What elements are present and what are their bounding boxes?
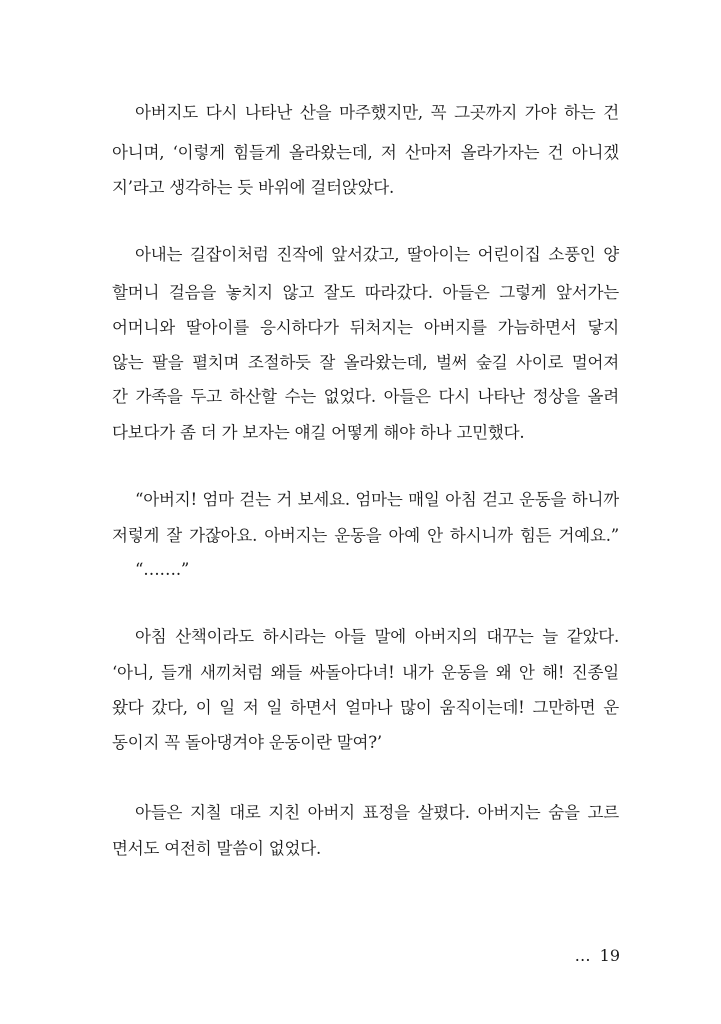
paragraph-2-line-2: 할머니 걸음을 놓치지 않고 잘도 따라갔다. 아들은 그렇게 앞서가는 bbox=[112, 283, 619, 302]
paragraph-3-line-2: 저렇게 잘 가잖아요. 아버지는 운동을 아예 안 하시니까 힘든 거예요.” bbox=[112, 526, 619, 545]
paragraph-4-line-3: 왔다 갔다, 이 일 저 일 하면서 얼마나 많이 움직이는데! 그만하면 운 bbox=[112, 698, 619, 717]
paragraph-5-line-1: 아들은 지칠 대로 지친 아버지 표정을 살폈다. 아버지는 숨을 고르 bbox=[135, 803, 619, 822]
paragraph-5-line-2: 면서도 여전히 말씀이 없었다. bbox=[112, 839, 322, 858]
paragraph-2-line-1: 아내는 길잡이처럼 진작에 앞서갔고, 딸아이는 어린이집 소풍인 양 bbox=[135, 245, 619, 264]
page-number: 19 bbox=[599, 946, 620, 965]
paragraph-2-line-3: 어머니와 딸아이를 응시하다가 뒤처지는 아버지를 가늠하면서 닿지 bbox=[112, 318, 619, 337]
paragraph-3-line-1: “아버지! 엄마 걷는 거 보세요. 엄마는 매일 아침 걷고 운동을 하니까 bbox=[135, 490, 619, 509]
paragraph-4-line-4: 동이지 꼭 돌아댕겨야 운동이란 말여?’ bbox=[112, 733, 382, 752]
paragraph-1-line-1: 아버지도 다시 나타난 산을 마주했지만, 꼭 그곳까지 가야 하는 건 bbox=[135, 103, 619, 122]
paragraph-1-line-2: 아니며, ‘이렇게 힘들게 올라왔는데, 저 산마저 올라가자는 건 아니겠 bbox=[112, 143, 619, 162]
paragraph-3-line-3: “…….” bbox=[135, 560, 190, 579]
paragraph-4-line-2: ‘아니, 들개 새끼처럼 왜들 싸돌아다녀! 내가 운동을 왜 안 해! 진종일 bbox=[112, 663, 619, 682]
paragraph-2-line-5: 간 가족을 두고 하산할 수는 없었다. 아들은 다시 나타난 정상을 올려 bbox=[112, 387, 619, 406]
folio-ellipsis: … bbox=[574, 946, 592, 965]
paragraph-1-line-3: 지’라고 생각하는 듯 바위에 걸터앉았다. bbox=[112, 178, 395, 197]
paragraph-2-line-6: 다보다가 좀 더 가 보자는 얘길 어떻게 해야 하나 고민했다. bbox=[112, 423, 525, 442]
paragraph-4-line-1: 아침 산책이라도 하시라는 아들 말에 아버지의 대꾸는 늘 같았다. bbox=[135, 627, 619, 646]
paragraph-2-line-4: 않는 팔을 펼치며 조절하듯 잘 올라왔는데, 벌써 숲길 사이로 멀어져 bbox=[112, 353, 619, 372]
page-footer bbox=[560, 946, 620, 966]
